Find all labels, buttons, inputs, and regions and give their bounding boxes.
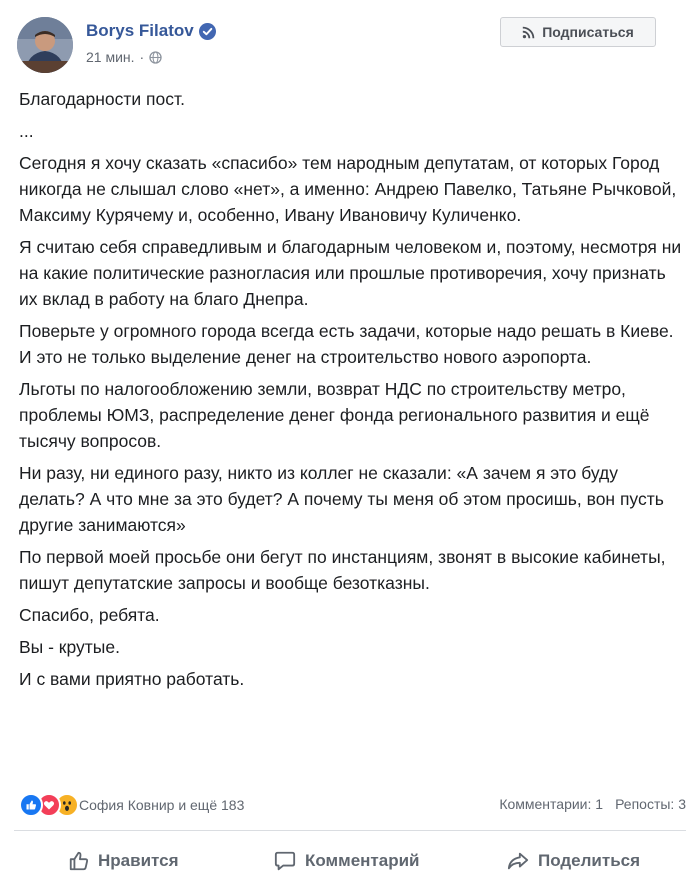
avatar[interactable] <box>17 17 73 73</box>
reactions-summary-text[interactable]: София Ковнир и ещё 183 <box>79 797 245 813</box>
reactions-summary[interactable] <box>19 793 244 817</box>
post-paragraph: Спасибо, ребята. <box>19 605 160 625</box>
share-icon <box>506 850 530 872</box>
author-name[interactable]: Borys Filatov <box>86 21 194 40</box>
post-text <box>19 86 684 698</box>
share-label: Поделиться <box>538 851 641 870</box>
divider <box>14 830 686 831</box>
post-paragraph: И с вами приятно работать. <box>19 669 245 689</box>
comment-button[interactable] <box>273 838 419 884</box>
post-meta <box>86 49 162 65</box>
avatar-image <box>17 17 73 73</box>
like-label: Нравится <box>98 851 179 870</box>
like-reaction-icon <box>19 793 43 817</box>
globe-icon[interactable] <box>149 51 162 64</box>
like-button[interactable] <box>68 838 179 884</box>
post-paragraph: Поверьте у огромного города всегда есть задачи, которые надо решать в Киеве. И это не только выделение денег на строительство нового аэропорта. <box>19 321 674 367</box>
comment-label: Комментарий <box>305 851 420 870</box>
post-paragraph: ... <box>19 121 34 141</box>
rss-icon <box>522 26 535 39</box>
subscribe-label: Подписаться <box>542 24 634 40</box>
comment-icon <box>273 850 297 872</box>
post-actions <box>0 838 700 884</box>
subscribe-button[interactable] <box>500 17 656 47</box>
thumbs-up-icon <box>68 850 90 872</box>
post-paragraph: По первой моей просьбе они бегут по инстанциям, звонят в высокие кабинеты, пишут депутатские запросы и вообще безотказны. <box>19 547 666 593</box>
post-counts <box>487 796 686 812</box>
post-paragraph: Сегодня я хочу сказать «спасибо» тем народным депутатам, от которых Город никогда не слышал слово «нет», а именно: Андрею Павелко, Татьяне Рычковой, Максиму Курячему и, особенно, Ивану Ивановичу Куличенко. <box>19 153 677 225</box>
post-paragraph: Я считаю себя справедливым и благодарным человеком и, поэтому, несмотря ни на какие политические разногласия или прошлые противоречия, хочу признать их вклад в работу на благо Днепра. <box>19 237 682 309</box>
post-timestamp[interactable]: 21 мин. <box>86 49 135 65</box>
share-button[interactable] <box>506 838 640 884</box>
verified-badge-icon <box>199 23 216 40</box>
shares-count[interactable]: Репосты: 3 <box>615 796 686 812</box>
meta-separator: · <box>139 49 145 65</box>
post-paragraph: Льготы по налогообложению земли, возврат НДС по строительству метро, проблемы ЮМЗ, распределение денег фонда регионального развития и ещё тысячу вопросов. <box>19 379 650 451</box>
author-link[interactable] <box>86 21 216 41</box>
post-paragraph: Вы - крутые. <box>19 637 120 657</box>
post-paragraph: Благодарности пост. <box>19 89 185 109</box>
post-paragraph: Ни разу, ни единого разу, никто из коллег не сказали: «А зачем я это буду делать? А что мне за это будет? А почему ты меня об этом просишь, вон пусть другие занимаются» <box>19 463 664 535</box>
comments-count[interactable]: Комментарии: 1 <box>499 796 604 812</box>
reaction-icons <box>19 793 73 817</box>
